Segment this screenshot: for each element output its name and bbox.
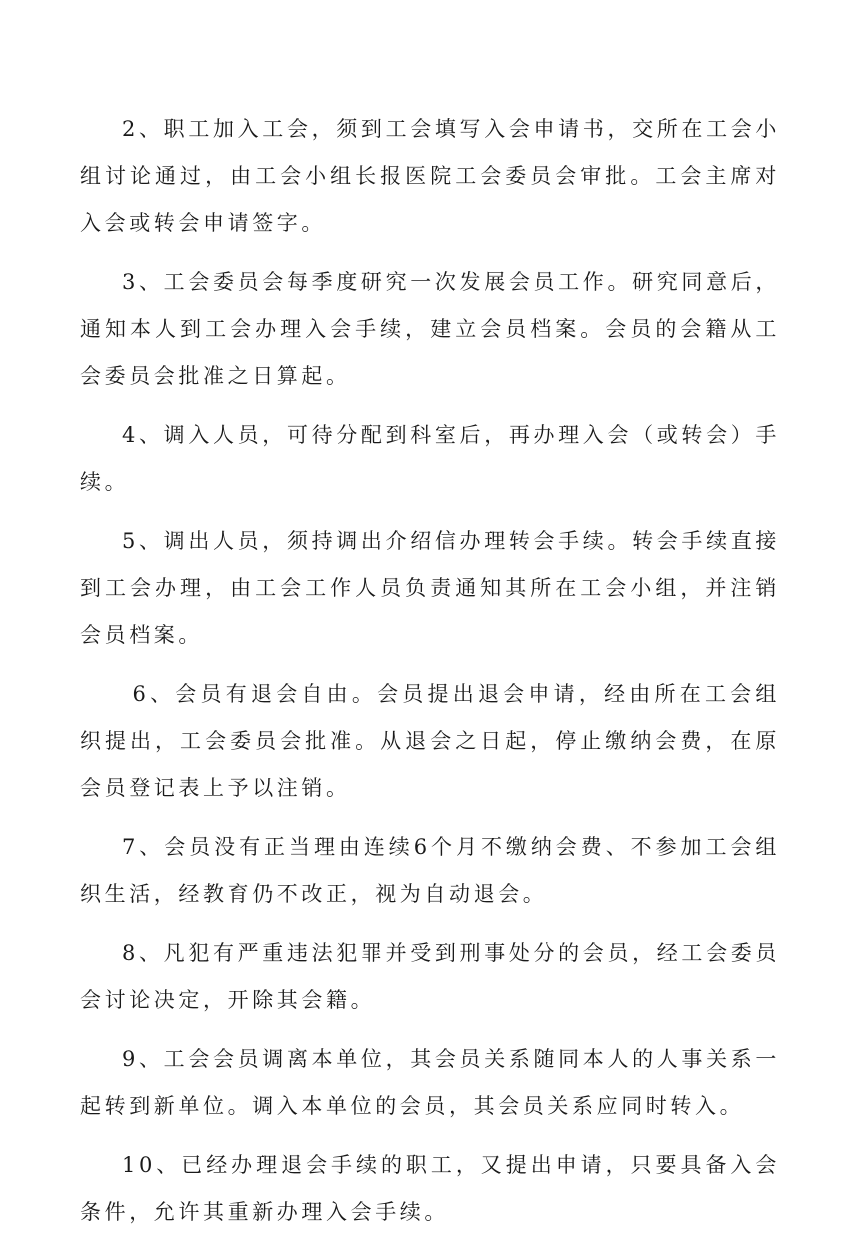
paragraph-10: 10、已经办理退会手续的职工，又提出申请，只要具备入会条件，允许其重新办理入会手续。 — [80, 1153, 780, 1224]
paragraph-7: 7、会员没有正当理由连续6个月不缴纳会费、不参加工会组织生活，经教育仍不改正，视为自动退会。 — [80, 835, 780, 906]
paragraph-4: 4、调入人员，可待分配到科室后，再办理入会（或转会）手续。 — [80, 423, 780, 494]
paragraph-6: 6、会员有退会自由。会员提出退会申请，经由所在工会组织提出，工会委员会批准。从退会之日起，停止缴纳会费，在原会员登记表上予以注销。 — [80, 682, 780, 800]
paragraph-5: 5、调出人员，须持调出介绍信办理转会手续。转会手续直接到工会办理，由工会工作人员负责通知其所在工会小组，并注销会员档案。 — [80, 529, 780, 647]
paragraph-9: 9、工会会员调离本单位，其会员关系随同本人的人事关系一起转到新单位。调入本单位的会员，其会员关系应同时转入。 — [80, 1047, 780, 1118]
document-body — [80, 106, 780, 1248]
paragraph-8: 8、凡犯有严重违法犯罪并受到刑事处分的会员，经工会委员会讨论决定，开除其会籍。 — [80, 941, 780, 1012]
paragraph-3: 3、工会委员会每季度研究一次发展会员工作。研究同意后，通知本人到工会办理入会手续，建立会员档案。会员的会籍从工会委员会批准之日算起。 — [80, 270, 780, 388]
paragraph-2: 2、职工加入工会，须到工会填写入会申请书，交所在工会小组讨论通过，由工会小组长报医院工会委员会审批。工会主席对入会或转会申请签字。 — [80, 117, 780, 235]
